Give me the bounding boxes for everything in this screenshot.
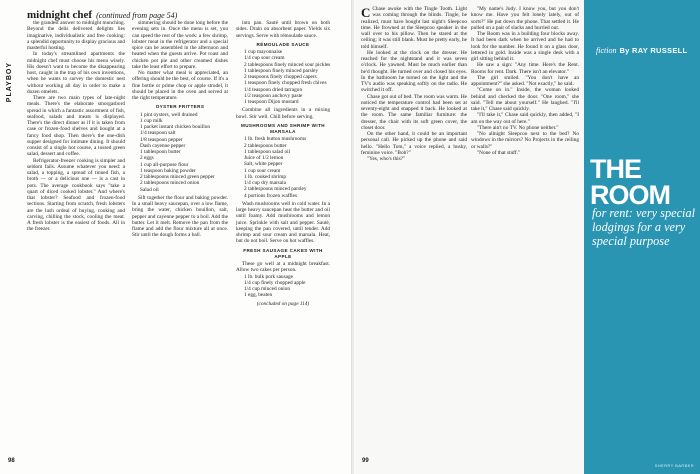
ingredient: 1 lb. cooked shrimp bbox=[244, 173, 287, 180]
ingredient: 2 tablespoons minced green pepper bbox=[140, 174, 215, 180]
ingredient: 1 tablespoon butter bbox=[140, 149, 181, 155]
ingredient: 1 cup sour cream bbox=[244, 167, 281, 174]
paragraph: He looked at the clock on the dresser. He reached for the nightstand and it was seven o'clock. He yawned. Must be much earlier than he'd thought. He turned over and closed his eyes. In the bathroom he turned on the light and the TV's audio was speaking softly on the radio. He switched it off. bbox=[361, 49, 467, 94]
ingredient: 1 pint oysters, well drained bbox=[140, 111, 198, 118]
ingredient: 4 portions frozen waffles bbox=[244, 192, 298, 199]
story-title bbox=[590, 156, 700, 208]
ingredient: 1 cup mayonnaise bbox=[244, 49, 283, 55]
story-opening-paragraph bbox=[361, 6, 467, 50]
text-column-3 bbox=[236, 20, 330, 307]
ingredient: 2 teaspoons finely chopped capers bbox=[244, 74, 317, 80]
paragraph: No matter what meal is appreciated, an offering should be the best, of course. If it's a fine bottle or prime chop or apple strudel, it should be placed in the oven and served at the right temperature. bbox=[132, 70, 228, 101]
paragraph: "I'll take it," Chase said quickly, then added, "I am on the way out of here." bbox=[471, 112, 579, 125]
ingredient: 1 teaspoon finely chopped fresh chives bbox=[244, 80, 327, 87]
fiction-label: fiction bbox=[596, 46, 617, 55]
ingredient: 1/4 cup dry marsala bbox=[244, 180, 286, 186]
text-column-2 bbox=[132, 20, 228, 239]
story-opening-text: Chase awoke with the Tingle Tooth. Light was coming through the blinds. Tingle, he realized, must have bought last night's Sleepcoo time. He frowned at the Sleepcoo speaker in the wall over to his pillow. Then he stared at the ceiling; it was still blank. Must be pretty early, he told himself. bbox=[361, 6, 467, 50]
paragraph: In today's streamlined apartments the midnight chef must choose his menu wisely. His doesn't want to become the disappearing host, caught in the trap of his own inventions, when he wants to survey the domestic nest without working all day in order to make a dozen omelets. bbox=[27, 51, 125, 95]
ingredient: 2 tablespoons finely minced sour pickles bbox=[244, 61, 331, 68]
title-panel bbox=[584, 0, 700, 474]
drop-cap: C bbox=[361, 5, 371, 20]
ingredient: 1/8 teaspoon pepper bbox=[140, 136, 183, 143]
story-title-line-1: THE bbox=[590, 154, 641, 184]
continuation-note: (concluded on page 114) bbox=[256, 300, 310, 307]
ingredient: 1/4 cup sour cream bbox=[244, 55, 285, 62]
magazine-name-vertical: PLAYBOY bbox=[6, 62, 13, 103]
paragraph: Refrigerator-freezer cooking is simpler and seldom fails. Assume whatever you need: a salad, a topping, a spread of tinned fish, a broth — or a delicious one — is a cast in pots. The average cookbook says "take a quart of diced cooked lobster." And where's that lobster? Seafood and frozen-food sections. Starting from scratch, fresh lobsters are the lush ordeal of buying, cooking and carving, chilling the stock, cooling the meat. A fresh lobster is the easiest of foods. All in the freezer. bbox=[27, 157, 125, 233]
ingredient: 1 packet instant chicken bouillon bbox=[140, 124, 211, 130]
paragraph: into pan. Sauté until brown on both sides. Drain on absorbent paper. Yields six servings. Serve with rémoulade sauce. bbox=[236, 20, 330, 39]
right-page bbox=[354, 0, 700, 474]
ingredient: 1/4 cup minced onion bbox=[244, 286, 291, 292]
article-title: midnight chef bbox=[27, 9, 93, 21]
byline: By RAY RUSSELL bbox=[619, 46, 688, 55]
ingredient: 1 teaspoon Dijon mustard bbox=[244, 99, 299, 105]
ingredient: 2 tablespoons butter bbox=[244, 142, 287, 149]
recipe-heading: RÉMOULADE SAUCE bbox=[256, 41, 310, 47]
ingredient: 1/4 teaspoon salt bbox=[140, 130, 176, 137]
paragraph: Wash mushrooms well in cold water. In a large heavy saucepan heat the butter and oil until foamy. Add mushrooms and lemon juice. Sprinkle with salt and pepper. Sauté, keeping the pan covered, until tender. Add shrimp and sour cream and marsala. Heat, but do not boil. Serve on hot waffles. bbox=[236, 200, 330, 245]
recipe-heading: FRESH SAUSAGE CAKES WITH APPLE bbox=[243, 247, 323, 259]
paragraph: Combine all ingredients in a mixing bowl. Stir well. Chill before serving. bbox=[236, 107, 330, 120]
paragraph: Sift together the flour and baking powder. In a small heavy saucepan, over a low flame, bring the water, chicken bouillon, salt, pepper and cayenne pepper to a boil. Add the butter. Let it melt. Remove the pan from the flame and add the flour mixture all at once. Stir until the dough forms a ball. bbox=[132, 194, 228, 239]
ingredient: 1 tablespoon finely minced parsley bbox=[244, 67, 319, 74]
paragraph: "Come on in." Inside, the woman looked behind and checked the door. "One room," she said. "Tell me about yourself." He laughed. "I'll take it," Chase said quickly. bbox=[471, 87, 579, 112]
section-label bbox=[596, 46, 687, 55]
ingredient: Salad oil bbox=[140, 186, 159, 193]
paragraph: Chase got out of bed. The room was warm. He noticed the temperature control had been set at seventy-eight and snapped it back. He looked at the room. The same familiar furniture: the dresser, the chair with its soft green cover, the closet door. bbox=[361, 93, 467, 131]
paragraph: The Room was in a building four blocks away. It had been dark when he arrived and he had to look for the number. He found it on a glass door, lettered in gold. Inside was a single desk with a girl sitting behind it. bbox=[471, 31, 579, 62]
text-column-1 bbox=[27, 20, 125, 233]
ingredient: 1 tablespoon salad oil bbox=[244, 148, 291, 155]
ingredient: 1 egg, beaten bbox=[244, 292, 273, 299]
paragraph: He saw a sign: "Any time. Here's the Rent. Rooms for rent. Dark. There isn't an elevator." bbox=[471, 62, 579, 75]
ingredient: 1 lb. fresh button mushrooms bbox=[244, 136, 307, 143]
ingredient: Juice of 1/2 lemon bbox=[244, 155, 284, 161]
page-number-left: 98 bbox=[8, 458, 15, 464]
ingredient-list bbox=[132, 112, 228, 193]
ingredient: 1/4 teaspoon dried tarragon bbox=[244, 86, 303, 93]
paragraph: "None of that stuff." bbox=[477, 149, 521, 156]
ingredient: 1 teaspoon baking powder bbox=[140, 167, 196, 174]
story-column-2 bbox=[471, 6, 579, 156]
ingredient: 1 cup milk bbox=[140, 117, 163, 124]
illustration-credit: SHERRY BARBER bbox=[654, 463, 694, 468]
ingredient: 2 tablespoons minced onion bbox=[140, 180, 200, 187]
paragraph: "Yes, who's this?" bbox=[367, 156, 406, 162]
paragraph: "My name's Judy. I know you, but you don't know me. Have you felt lonely lately, out of sorts?" He put down the phone. That settled it. He pulled on a pair of slacks and hurried out. bbox=[471, 6, 579, 31]
continued-note: (continued from page 54) bbox=[96, 11, 178, 20]
paragraph: These go well at a midnight breakfast. Allow two cakes per person. bbox=[236, 261, 330, 274]
recipe-heading: MUSHROOMS AND SHRIMP WITH MARSALA bbox=[240, 122, 325, 134]
ingredient: 1/4 cup finely chopped apple bbox=[244, 279, 306, 286]
ingredient: 2 eggs bbox=[140, 155, 154, 162]
ingredient: 1 lb. bulk pork sausage bbox=[244, 273, 293, 280]
page-number-right: 99 bbox=[362, 458, 369, 464]
paragraph: "No allnight Sleepcoo next to the bed? No windows in the mirrors? No Projects in the ceiling or walls?" bbox=[471, 131, 579, 150]
paragraph: There are two main types of late-night meals. There's the elaborate smorgasbord spread in which a fantastic assortment of fish, seafood, salads and meats is displayed. There's the direct dinner as if it is taken from case or frozen-food shelves and bought at a fancy food shop. Then there's the one-dish supper designed for intimate dining. It should consist of a single hot course, a tossed green salad, dessert and coffee. bbox=[27, 95, 125, 158]
ingredient: 1 cup all-purpose flour bbox=[140, 161, 189, 168]
ingredient-list bbox=[236, 274, 330, 299]
paragraph: simmering should be done long before the evening sets in. Once the menu is set, you can speed the rest of the work: a few shrimp, lobster meat in the refrigerator and a special spice can be assembled in the afternoon and heated when the guests arrive. Pot roast and chicken pot pie and other creamed dishes take the least effort to prepare. bbox=[132, 20, 228, 70]
recipe-heading: OYSTER FRITTERS bbox=[155, 104, 205, 110]
paragraph: the grandest answer to midnight munching. Beyond the delis delivered delights lies imaginative, individualistic and free cooking: a splendid opportunity to display gracious and masterful hosting. bbox=[27, 20, 125, 51]
ingredient: 1/2 teaspoon anchovy paste bbox=[244, 92, 303, 99]
paragraph: The girl smiled. "You don't have an appointment?" she asked. "Not exactly," he said. bbox=[471, 74, 579, 87]
ingredient: Salt, white pepper bbox=[244, 161, 283, 168]
ingredient-list bbox=[236, 49, 330, 105]
story-title-line-2: ROOM bbox=[590, 180, 670, 210]
story-column-1 bbox=[361, 6, 467, 162]
ingredient: Dash cayenne pepper bbox=[140, 142, 186, 149]
paragraph: On the other hand, it could be an important personal call. He picked up the phone and said hello. "Hello Tom," a voice replied, a husky, feminine voice. "Bob?" bbox=[361, 131, 467, 156]
story-tagline: for rent: very special lodgings for a very special purpose bbox=[592, 206, 696, 248]
ingredient: 2 tablespoons minced parsley bbox=[244, 186, 307, 193]
paragraph: "There ain't no TV. No phone neither." bbox=[477, 124, 559, 131]
ingredient-list bbox=[236, 136, 330, 199]
